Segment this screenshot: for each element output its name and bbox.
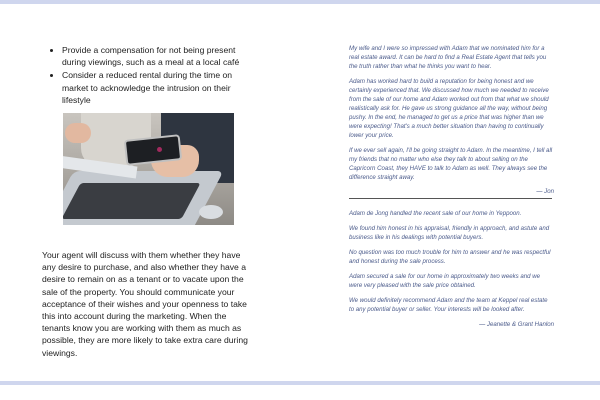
tips-list bbox=[42, 44, 254, 106]
testimonial-signature: — Jeanette & Grant Hanlon bbox=[479, 321, 554, 328]
body-paragraph: Your agent will discuss with them whether they have any desire to purchase, and also whether they have a desire to remain on as a tenant or to vacate upon the sale of the property. You should communicate your acceptance of their wishes and your openness to take this into account during the marketing. When the tenants know you are working with them as much as possible, they are more likely to take extra care during viewings. bbox=[42, 250, 248, 358]
testimonial-jon bbox=[349, 44, 554, 202]
list-item: • Provide a compensation for not being present during viewings, such as a meal at a local café bbox=[62, 44, 254, 68]
testimonial-paragraph: No question was too much trouble for him to answer and he was respectful and honest during the sale process. bbox=[349, 249, 551, 265]
bottom-border-rule bbox=[0, 381, 600, 385]
testimonial-paragraph: Adam has worked hard to build a reputation for being honest and we certainly experienced that. We discussed how much we needed to receive from the sale of our home and Adam worked out from that what we should realistically ask for. He gave us strong guidance all the way, without being pushy. In the end, he managed to get us a price that was higher than we were expecting! That's a much better situation than having to continually lower your price. bbox=[349, 78, 549, 139]
laptop-phone-photo bbox=[63, 113, 234, 225]
testimonial-paragraph: Adam secured a sale for our home in approximately two weeks and we were very pleased with the sale price obtained. bbox=[349, 273, 541, 289]
testimonial-paragraph: Adam de Jong handled the recent sale of our home in Yeppoon. bbox=[349, 210, 522, 217]
top-border-rule bbox=[0, 0, 600, 4]
testimonial-signature: — Jon bbox=[536, 188, 554, 195]
testimonial-paragraph: We found him honest in his appraisal, friendly in approach, and astute and business like in his dealings with potential buyers. bbox=[349, 225, 550, 241]
testimonial-paragraph: We would definitely recommend Adam and the team at Keppel real estate to any potential buyer or seller. Your interests will be looked after. bbox=[349, 297, 548, 313]
list-item: • Consider a reduced rental during the time on market to acknowledge the intrusion on their lifestyle bbox=[62, 69, 254, 106]
testimonial-divider bbox=[349, 198, 552, 199]
left-column bbox=[42, 44, 254, 107]
testimonial-hanlon bbox=[349, 209, 554, 335]
testimonial-paragraph: If we ever sell again, I'll be going straight to Adam. In the meantime, I tell all my friends that no matter who else they talk to about selling on the Capricorn Coast, they HAVE to talk to Adam as well. They always see the difference straight away. bbox=[349, 147, 553, 181]
testimonial-paragraph: My wife and I were so impressed with Adam that we nominated him for a real estate award. It can be hard to find a Real Estate Agent that tells you the truth rather than what he thinks you want to hear. bbox=[349, 45, 547, 70]
